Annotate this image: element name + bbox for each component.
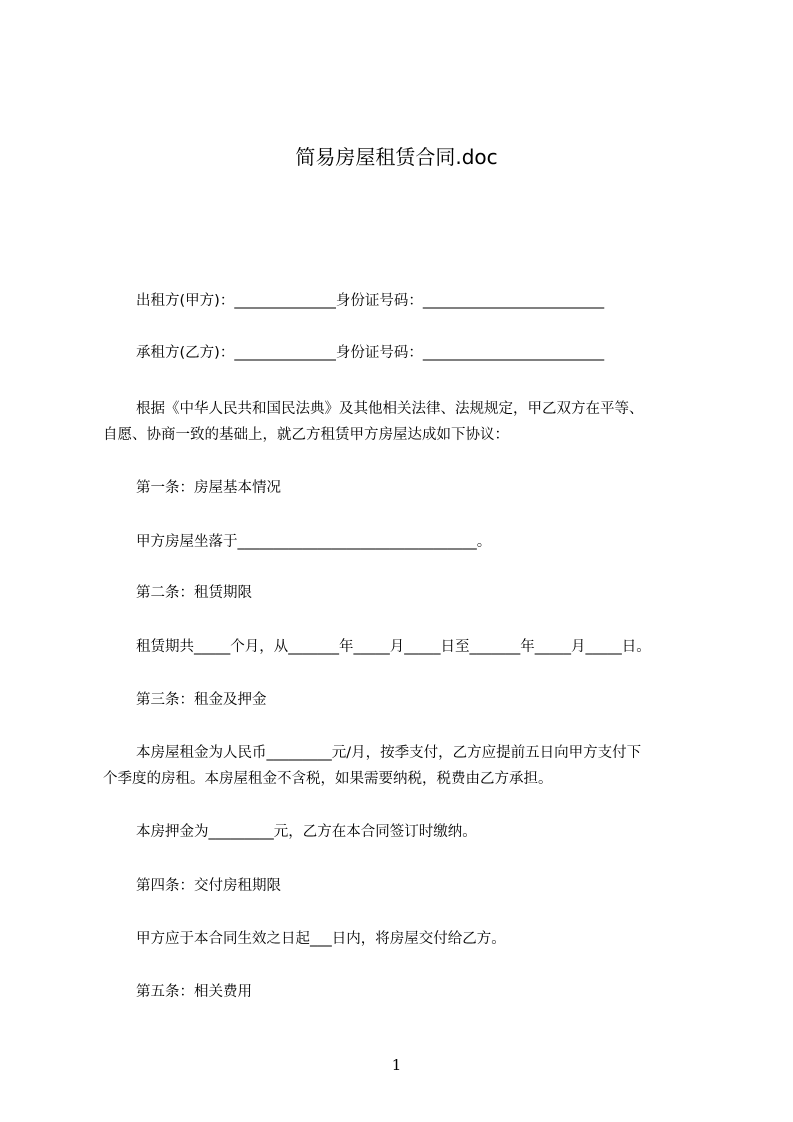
delivery-line: 甲方应于本合同生效之日起___日内，将房屋交付给乙方。 (136, 931, 506, 947)
deposit-line: 本房押金为_________元，乙方在本合同签订时缴纳。 (136, 824, 477, 840)
article-3-heading: 第三条：租金及押金 (136, 692, 267, 708)
article-2-heading: 第二条：租赁期限 (136, 585, 252, 601)
preamble-line-1: 根据《中华人民共和国民法典》及其他相关法律、法规规定，甲乙双方在平等、 (136, 401, 644, 417)
rent-line-2: 个季度的房租。本房屋租金不含税，如果需要纳税，税费由乙方承担。 (103, 771, 553, 787)
document-title: 简易房屋租赁合同.doc (295, 145, 498, 169)
lease-term-line: 租赁期共_____个月，从_______年_____月_____日至_______年_____月_____日。 (136, 639, 651, 655)
tenant-info-line: 承租方(乙方)：______________身份证号码：_________________________ (136, 345, 605, 361)
article-1-heading: 第一条：房屋基本情况 (136, 480, 281, 496)
article-5-heading: 第五条：相关费用 (136, 984, 252, 1000)
landlord-info-line: 出租方(甲方)：______________身份证号码：_________________________ (136, 293, 605, 309)
page-number: 1 (391, 1056, 402, 1074)
article-4-heading: 第四条：交付房租期限 (136, 878, 281, 894)
preamble-line-2: 自愿、协商一致的基础上，就乙方租赁甲方房屋达成如下协议： (103, 427, 509, 443)
rent-line-1: 本房屋租金为人民币_________元/月，按季支付，乙方应提前五日向甲方支付下 (136, 745, 642, 761)
property-location-line: 甲方房屋坐落于_________________________________。 (136, 534, 492, 550)
